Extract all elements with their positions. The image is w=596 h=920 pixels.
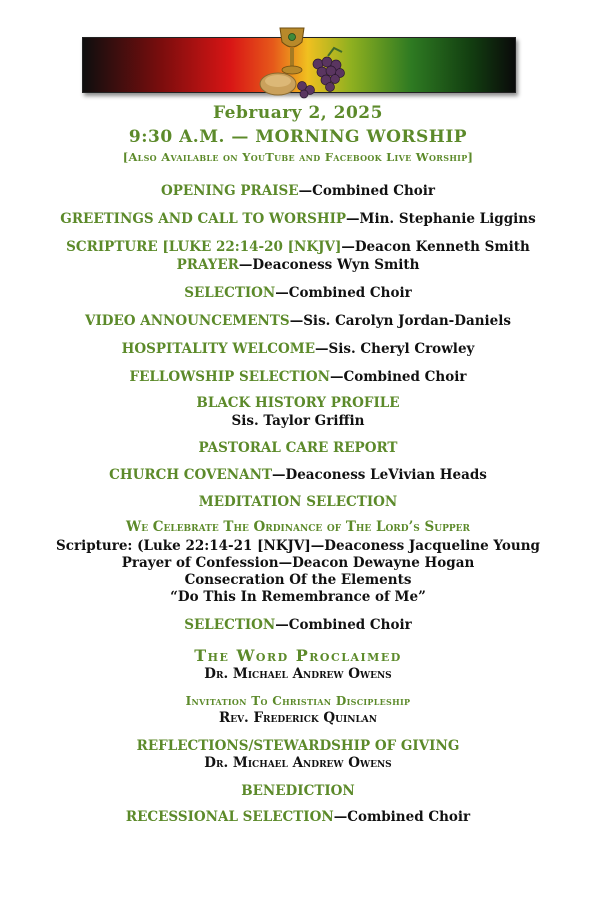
- program-item: OPENING PRAISE—Combined Choir: [160, 183, 436, 199]
- program-heading: BENEDICTION: [241, 783, 355, 799]
- program-participant: Rev. Frederick Quinlan: [218, 710, 377, 726]
- program-item: SCRIPTURE [LUKE 22:14-20 [NKJV]—Deacon Kenneth Smith: [66, 239, 530, 255]
- program-item: SELECTION—Combined Choir: [184, 617, 412, 633]
- streaming-note: [Also Available on YouTube and Facebook Live Worship]: [122, 150, 474, 164]
- preacher-name: Dr. Michael Andrew Owens: [204, 666, 392, 682]
- program-heading: REFLECTIONS/STEWARDSHIP OF GIVING: [136, 738, 460, 754]
- program-heading: BLACK HISTORY PROFILE: [196, 395, 400, 411]
- program-item: RECESSIONAL SELECTION—Combined Choir: [125, 809, 471, 825]
- program-item: GREETINGS AND CALL TO WORSHIP—Min. Stephanie Liggins: [60, 211, 536, 227]
- communion-line: Scripture: (Luke 22:14-21 [NKJV]—Deaconess Jacqueline Young: [56, 538, 540, 554]
- program-participant: Dr. Michael Andrew Owens: [204, 755, 392, 771]
- program-item: SELECTION—Combined Choir: [184, 285, 412, 301]
- communion-line: Consecration Of the Elements: [184, 572, 412, 588]
- communion-chalice-icon: [258, 24, 354, 102]
- program-item: HOSPITALITY WELCOME—Sis. Cheryl Crowley: [121, 341, 475, 357]
- program-heading: MEDITATION SELECTION: [198, 494, 398, 510]
- communion-line: Prayer of Confession—Deacon Dewayne Hogan: [121, 555, 475, 571]
- program-heading: PASTORAL CARE REPORT: [198, 440, 398, 456]
- service-time-title: 9:30 A.M. — MORNING WORSHIP: [128, 127, 468, 147]
- communion-heading: We Celebrate The Ordinance of The Lord’s Supper: [126, 519, 470, 535]
- program-item: PRAYER—Deaconess Wyn Smith: [176, 257, 420, 273]
- program-participant: Sis. Taylor Griffin: [231, 413, 365, 429]
- program-item: CHURCH COVENANT—Deaconess LeVivian Heads: [109, 467, 487, 483]
- program-item: FELLOWSHIP SELECTION—Combined Choir: [129, 369, 467, 385]
- program-item: VIDEO ANNOUNCEMENTS—Sis. Carolyn Jordan-Daniels: [85, 313, 511, 329]
- service-date: February 2, 2025: [213, 103, 383, 123]
- sermon-heading: The Word Proclaimed: [194, 646, 402, 665]
- communion-line: “Do This In Remembrance of Me”: [170, 589, 426, 605]
- program-heading: Invitation To Christian Discipleship: [185, 694, 411, 708]
